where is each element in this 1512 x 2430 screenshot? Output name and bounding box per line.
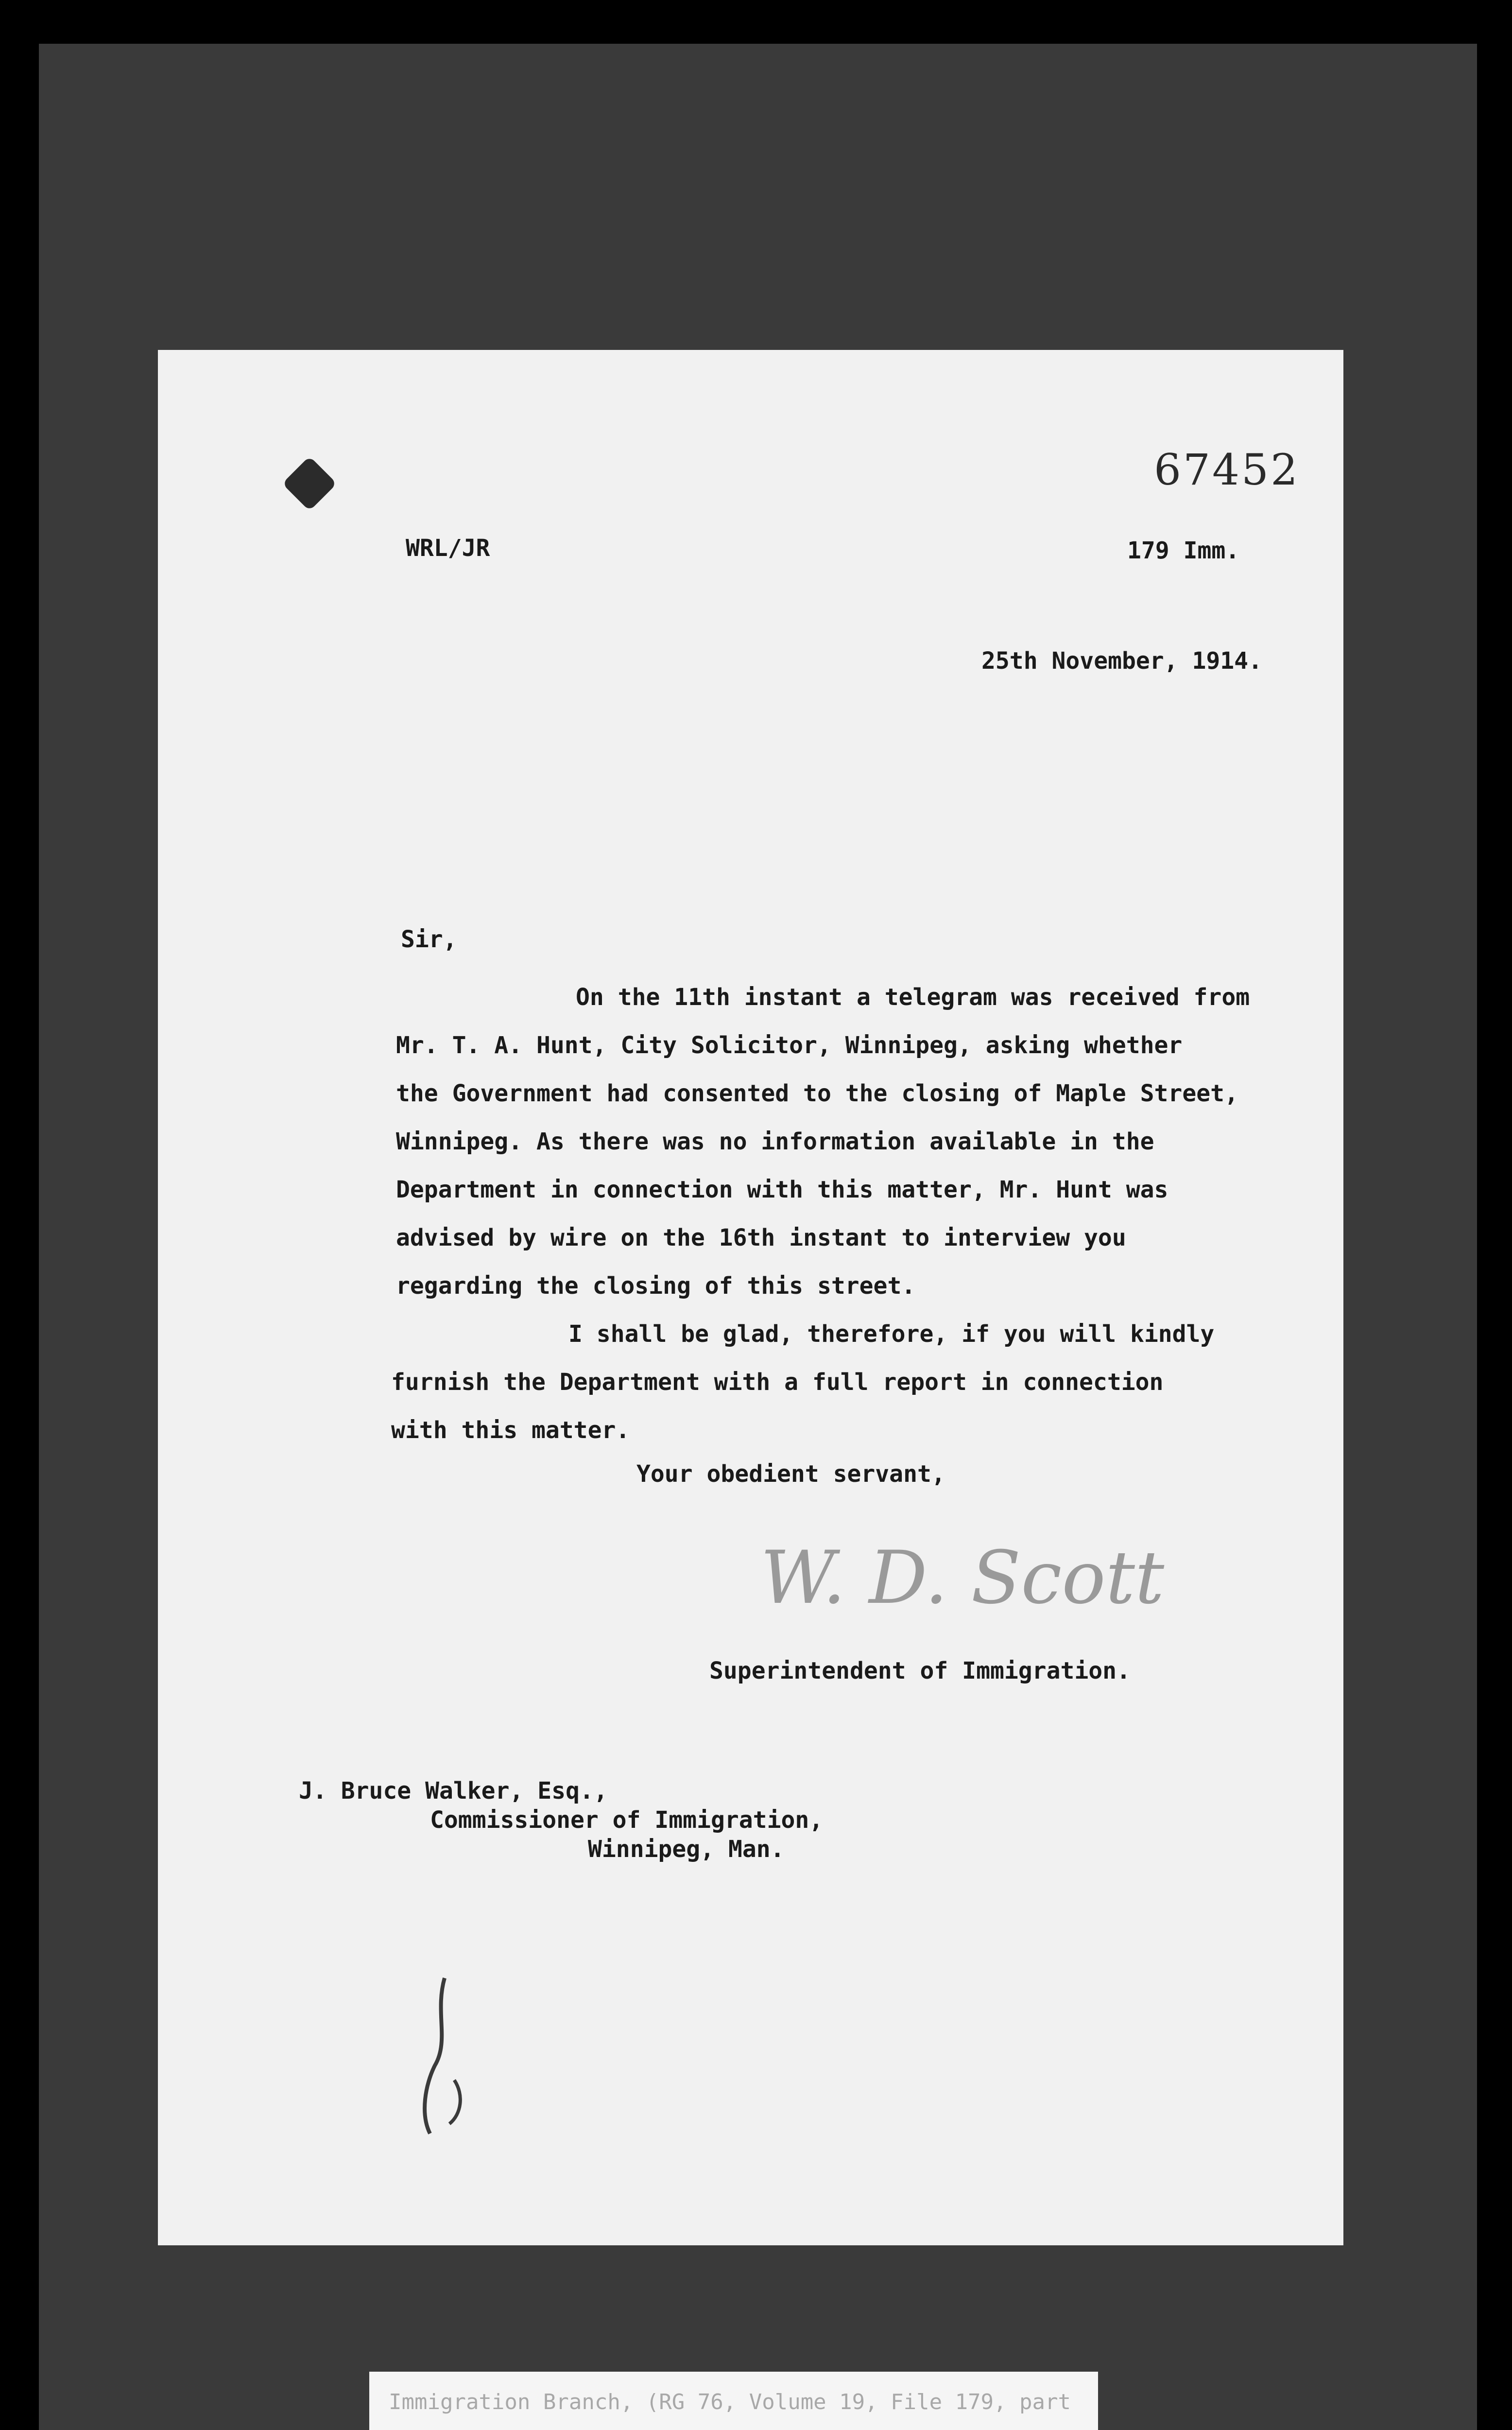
recipient-city: Winnipeg, Man. xyxy=(588,1836,785,1863)
letter-page xyxy=(158,350,1343,2245)
text-line: Winnipeg. As there was no information available in the xyxy=(396,1128,1154,1155)
text-line: Mr. T. A. Hunt, City Solicitor, Winnipeg, asking whether xyxy=(396,1032,1183,1059)
paragraph-2 xyxy=(391,1310,1214,1455)
text-line: On the 11th instant a telegram was received from xyxy=(576,984,1250,1011)
signer-title: Superintendent of Immigration. xyxy=(709,1657,1131,1684)
document-number: 67452 xyxy=(1154,445,1300,495)
reference-initials: WRL/JR xyxy=(406,535,490,562)
text-line: furnish the Department with a full report in connection xyxy=(391,1369,1164,1396)
punch-hole-mark xyxy=(282,456,337,511)
text-line: regarding the closing of this street. xyxy=(396,1272,916,1300)
text-line: the Government had consented to the closing of Maple Street, xyxy=(396,1080,1238,1107)
text-line: with this matter. xyxy=(391,1417,630,1444)
text-line: I shall be glad, therefore, if you will kindly xyxy=(568,1320,1215,1348)
recipient-address xyxy=(299,1776,823,1864)
handwritten-signature: W. D. Scott xyxy=(760,1536,1165,1620)
paragraph-1 xyxy=(396,973,1250,1310)
handwritten-mark xyxy=(415,1968,474,2143)
text-line: Department in connection with this matter, Mr. Hunt was xyxy=(396,1176,1168,1203)
recipient-name: J. Bruce Walker, Esq., xyxy=(299,1777,608,1805)
letter-date: 25th November, 1914. xyxy=(981,647,1262,675)
source-tag: Immigration Branch, (RG 76, Volume 19, File 179, part xyxy=(369,2372,1098,2430)
text-line: advised by wire on the 16th instant to interview you xyxy=(396,1224,1126,1251)
salutation: Sir, xyxy=(401,926,457,953)
closing: Your obedient servant, xyxy=(636,1460,945,1488)
recipient-title: Commissioner of Immigration, xyxy=(430,1806,824,1834)
file-reference: 179 Imm. xyxy=(1127,537,1240,564)
